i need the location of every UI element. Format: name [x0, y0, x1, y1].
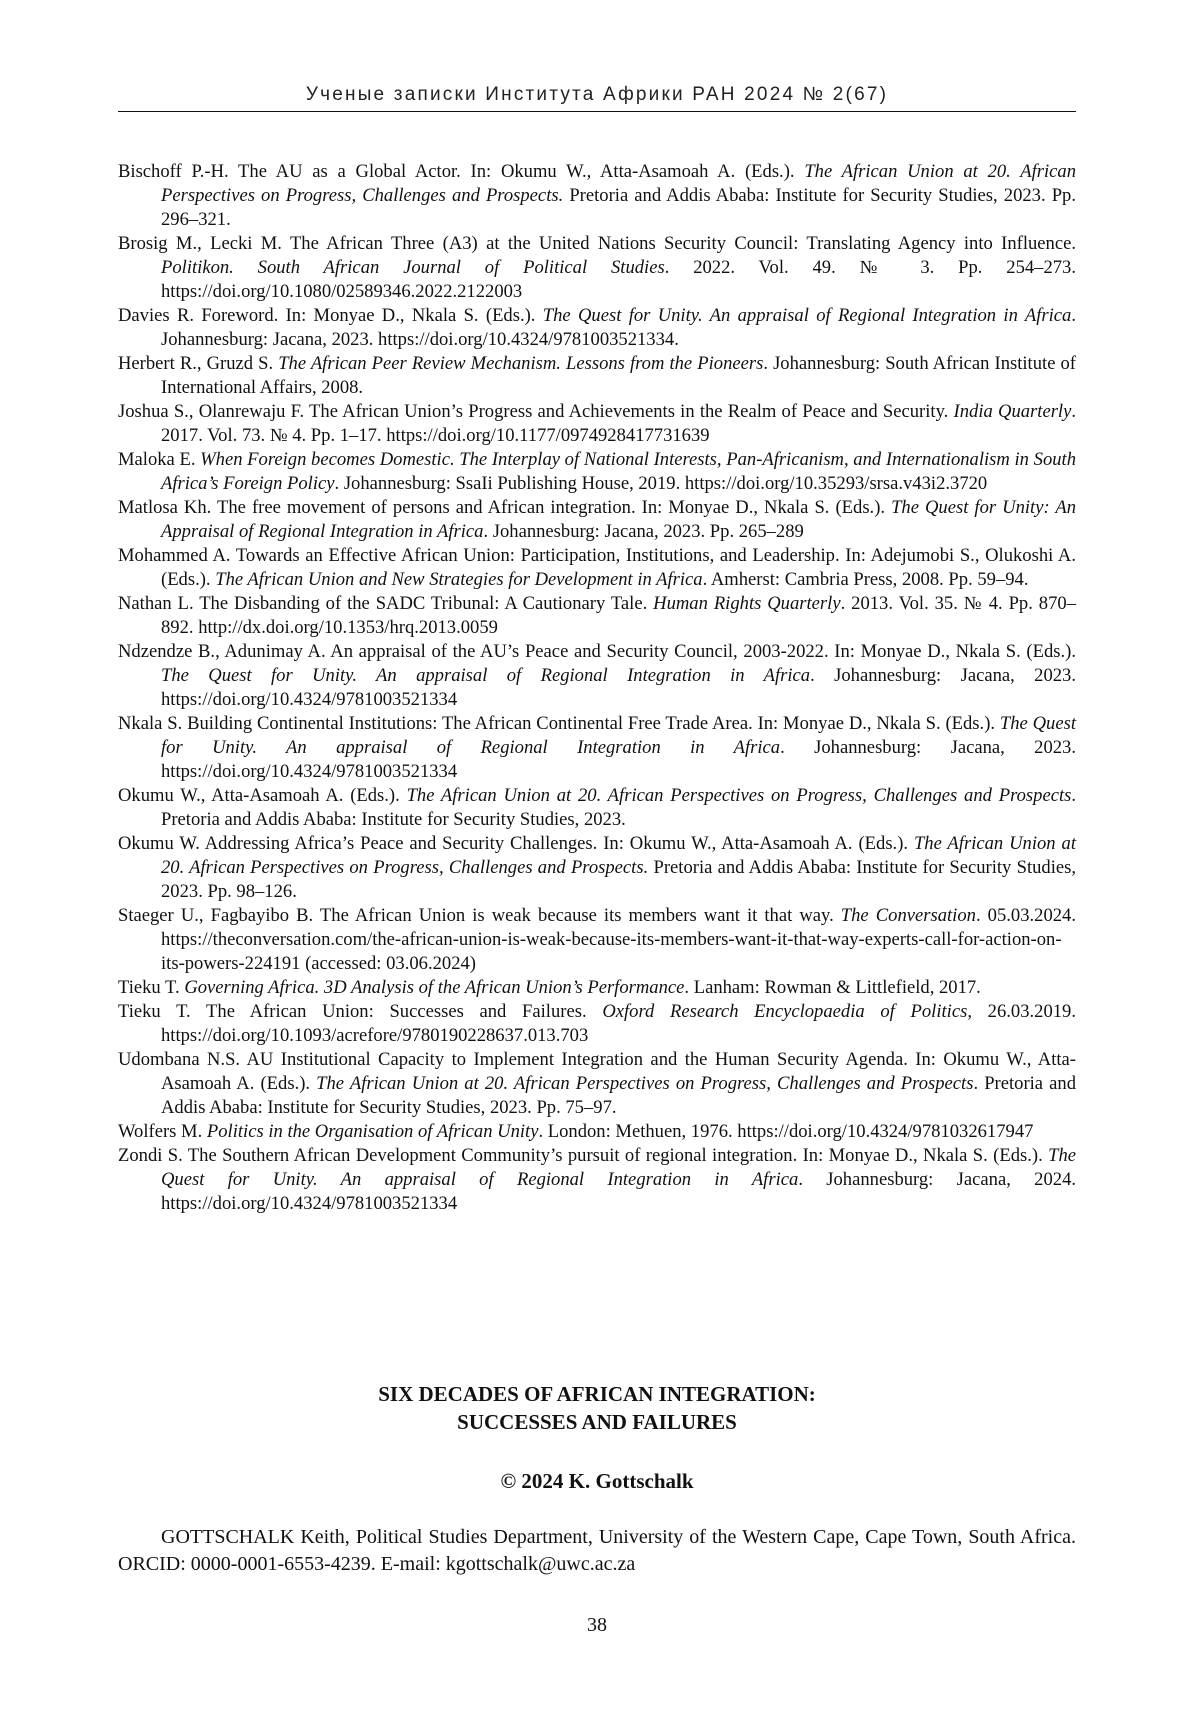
reference-text: Joshua S., Olanrewaju F. The African Union’s Progress and Achievements in the Realm of Peace and Security.	[118, 401, 954, 422]
reference-entry	[118, 496, 1076, 544]
reference-text: Brosig M., Lecki M. The African Three (A3) at the United Nations Security Council: Translating Agency into Influence.	[118, 233, 1076, 254]
article-title-line-2: SUCCESSES AND FAILURES	[457, 1410, 737, 1434]
reference-entry	[118, 904, 1076, 976]
reference-italic-title: The African Peer Review Mechanism. Lessons from the Pioneers	[278, 353, 764, 374]
reference-text: . Johannesburg: SsaIi Publishing House, 2019. https://doi.org/10.35293/srsa.v43i2.3720	[334, 473, 988, 494]
reference-italic-title: Oxford Research Encyclopaedia of Politics	[602, 1001, 968, 1022]
reference-italic-title: Governing Africa. 3D Analysis of the African Union’s Performance	[184, 977, 685, 998]
reference-entry	[118, 232, 1076, 304]
reference-entry	[118, 832, 1076, 904]
reference-text: . 2017. Vol. 73. № 4. Pp. 1–17. https://doi.org/10.1177/0974928417731639	[161, 401, 1077, 446]
header-rule	[118, 111, 1076, 112]
reference-text: . Johannesburg: Jacana, 2023. https://doi.org/10.4324/9781003521334	[161, 665, 1076, 710]
reference-text: Nathan L. The Disbanding of the SADC Tribunal: A Cautionary Tale.	[118, 593, 654, 614]
article-title-line-1: SIX DECADES OF AFRICAN INTEGRATION:	[378, 1382, 816, 1406]
reference-italic-title: When Foreign becomes Domestic. The Interplay of National Interests, Pan-Africanism, and Internationalism in South Africa’s Foreign Policy	[161, 449, 1076, 494]
copyright-line: © 2024 K. Gottschalk	[500, 1469, 694, 1493]
reference-text: . Johannesburg: Jacana, 2023. https://doi.org/10.4324/9781003521334.	[161, 305, 1076, 350]
reference-text: Bischoff P.-H. The AU as a Global Actor. In: Okumu W., Atta-Asamoah A. (Eds.).	[118, 161, 805, 182]
reference-text: . Lanham: Rowman & Littlefield, 2017.	[684, 977, 981, 998]
reference-italic-title: The African Union at 20. African Perspectives on Progress, Challenges and Prospects	[406, 785, 1072, 806]
reference-italic-title: The Quest for Unity. An appraisal of Regional Integration in Africa	[161, 713, 1076, 758]
reference-text: Zondi S. The Southern African Development Community’s pursuit of regional integration. In: Monyae D., Nkala S. (Eds.).	[118, 1145, 1049, 1166]
reference-italic-title: Politics in the Organisation of African Unity	[206, 1121, 539, 1142]
reference-entry	[118, 1144, 1076, 1216]
reference-text: Tieku T. The African Union: Successes and Failures.	[118, 1001, 603, 1022]
reference-entry	[118, 160, 1076, 232]
reference-entry	[118, 352, 1076, 400]
reference-italic-title: India Quarterly	[953, 401, 1072, 422]
author-affiliation: GOTTSCHALK Keith, Political Studies Department, University of the Western Cape, Cape Town, South Africa. ORCID: 0000-0001-6553-4239. E-mail: kgottschalk@uwc.ac.za	[118, 1526, 1076, 1575]
reference-text: Pretoria and Addis Ababa: Institute for Security Studies, 2023. Pp. 98–126.	[161, 857, 1077, 902]
reference-entry	[118, 1048, 1076, 1120]
reference-text: Nkala S. Building Continental Institutions: The African Continental Free Trade Area. In: Monyae D., Nkala S. (Eds.).	[118, 713, 1000, 734]
reference-text: Okumu W., Atta-Asamoah A. (Eds.).	[118, 785, 407, 806]
reference-entry	[118, 640, 1076, 712]
reference-text: . Pretoria and Addis Ababa: Institute for Security Studies, 2023. Pp. 75–97.	[161, 1073, 1077, 1118]
reference-text: . Johannesburg: Jacana, 2023. Pp. 265–289	[483, 521, 804, 542]
reference-italic-title: The African Union and New Strategies for Development in Africa	[215, 569, 703, 590]
reference-italic-title: The Quest for Unity. An appraisal of Regional Integration in Africa	[161, 665, 811, 686]
reference-italic-title: The Conversation	[840, 905, 976, 926]
reference-text: , 26.03.2019. https://doi.org/10.1093/acrefore/9780190228637.013.703	[161, 1001, 1076, 1046]
reference-italic-title: The African Union at 20. African Perspectives on Progress, Challenges and Prospects.	[161, 161, 1077, 206]
reference-text: Staeger U., Fagbayibo B. The African Union is weak because its members want it that way.	[118, 905, 841, 926]
reference-text: . Johannesburg: Jacana, 2024. https://doi.org/10.4324/9781003521334	[161, 1169, 1077, 1214]
reference-list	[118, 160, 1076, 1216]
reference-italic-title: Politikon. South African Journal of Political Studies	[161, 257, 665, 278]
reference-italic-title: The Quest for Unity. An appraisal of Regional Integration in Africa	[161, 1145, 1076, 1190]
reference-text: Okumu W. Addressing Africa’s Peace and Security Challenges. In: Okumu W., Atta-Asamoah A. (Eds.).	[118, 833, 914, 854]
reference-text: . 2013. Vol. 35. № 4. Pp. 870–892. http://dx.doi.org/10.1353/hrq.2013.0059	[161, 593, 1076, 638]
reference-text: . 2022. Vol. 49. № 3. Pp. 254–273. https://doi.org/10.1080/02589346.2022.2122003	[161, 257, 1076, 302]
reference-entry	[118, 544, 1076, 592]
reference-text: Tieku T.	[118, 977, 185, 998]
reference-italic-title: The Quest for Unity. An appraisal of Regional Integration in Africa	[542, 305, 1072, 326]
reference-entry	[118, 448, 1076, 496]
reference-text: Herbert R., Gruzd S.	[118, 353, 279, 374]
reference-text: Davies R. Foreword. In: Monyae D., Nkala S. (Eds.).	[118, 305, 543, 326]
reference-text: . 05.03.2024. https://theconversation.com/the-african-union-is-weak-because-its-members-want-it-that-way-experts-call-for-action-on-its-powers-224191 (accessed: 03.06.2024)	[161, 905, 1076, 974]
reference-entry	[118, 1000, 1076, 1048]
running-head: Ученые записки Института Африки РАН 2024 № 2(67)	[305, 84, 889, 105]
reference-entry	[118, 1120, 1076, 1144]
page-number: 38	[587, 1614, 607, 1636]
reference-text: Udombana N.S. AU Institutional Capacity to Implement Integration and the Human Security Agenda. In: Okumu W., Atta-Asamoah A. (Eds.).	[118, 1049, 1076, 1094]
reference-text: Mohammed A. Towards an Effective African Union: Participation, Institutions, and Leadership. In: Adejumobi S., Olukoshi A. (Eds.).	[118, 545, 1076, 590]
reference-entry	[118, 592, 1076, 640]
reference-text: . Amherst: Cambria Press, 2008. Pp. 59–94.	[702, 569, 1029, 590]
reference-text: Matlosa Kh. The free movement of persons and African integration. In: Monyae D., Nkala S. (Eds.).	[118, 497, 892, 518]
reference-text: Wolfers M.	[118, 1121, 207, 1142]
reference-text: . Pretoria and Addis Ababa: Institute for Security Studies, 2023.	[161, 785, 1077, 830]
reference-entry	[118, 784, 1076, 832]
reference-entry	[118, 712, 1076, 784]
reference-text: Pretoria and Addis Ababa: Institute for Security Studies, 2023. Pp. 296–321.	[161, 185, 1076, 230]
reference-entry	[118, 400, 1076, 448]
reference-entry	[118, 976, 1076, 1000]
reference-text: . London: Methuen, 1976. https://doi.org/10.4324/9781032617947	[538, 1121, 1034, 1142]
reference-text: . Johannesburg: South African Institute of International Affairs, 2008.	[161, 353, 1076, 398]
reference-text: Maloka E.	[118, 449, 201, 470]
reference-italic-title: The African Union at 20. African Perspectives on Progress, Challenges and Prospects	[316, 1073, 974, 1094]
reference-text: . Johannesburg: Jacana, 2023. https://doi.org/10.4324/9781003521334	[161, 737, 1076, 782]
reference-text: Ndzendze B., Adunimay A. An appraisal of the AU’s Peace and Security Council, 2003-2022. In: Monyae D., Nkala S. (Eds.).	[118, 641, 1076, 662]
reference-italic-title: The Quest for Unity: An Appraisal of Regional Integration in Africa	[161, 497, 1076, 542]
article-title	[118, 1380, 1076, 1436]
reference-italic-title: Human Rights Quarterly	[653, 593, 841, 614]
reference-italic-title: The African Union at 20. African Perspectives on Progress, Challenges and Prospects.	[161, 833, 1076, 878]
reference-entry	[118, 304, 1076, 352]
